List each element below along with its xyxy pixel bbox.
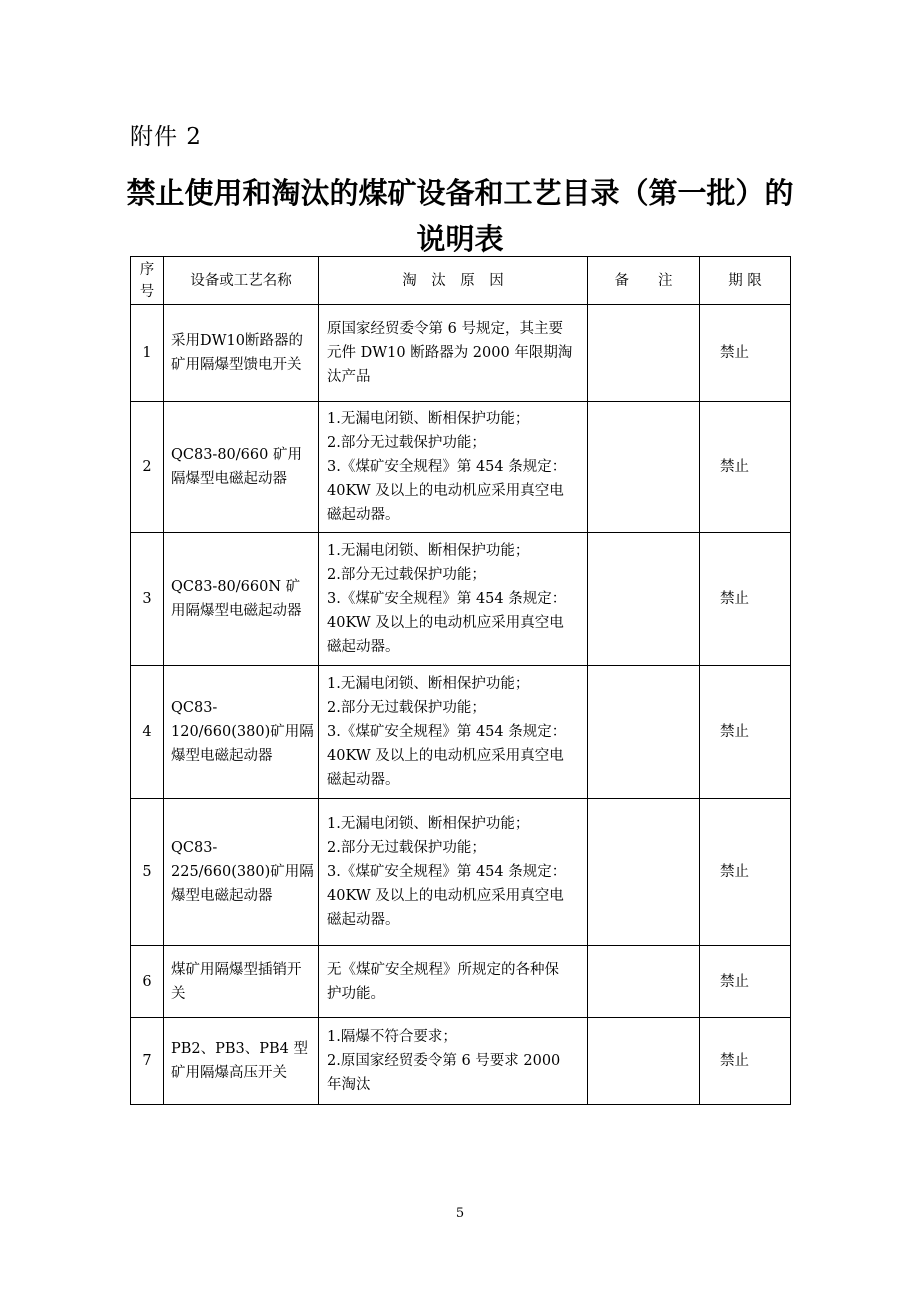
header-reason: 淘 汰 原 因: [319, 257, 588, 305]
row-number: 3: [131, 533, 164, 666]
reason-line: 磁起动器。: [327, 639, 400, 655]
elimination-reason: [319, 305, 588, 402]
remark: [588, 533, 700, 666]
row-number: 6: [131, 946, 164, 1018]
remark: [588, 402, 700, 533]
table-row: [131, 946, 791, 1018]
time-limit: 禁止: [700, 666, 791, 799]
reason-line: 40KW 及以上的电动机应采用真空电: [327, 748, 564, 764]
equipment-name: 煤矿用隔爆型插销开关: [164, 946, 319, 1018]
reason-line: 无《煤矿安全规程》所规定的各种保: [327, 961, 559, 978]
header-name: 设备或工艺名称: [164, 257, 319, 305]
page-number: 5: [455, 1206, 465, 1221]
reason-line: 2.部分无过载保护功能；: [327, 840, 486, 856]
reason-line: 40KW 及以上的电动机应采用真空电: [327, 615, 564, 631]
reason-line: 2.部分无过载保护功能；: [327, 700, 486, 716]
time-limit: 禁止: [700, 305, 791, 402]
row-number: 4: [131, 666, 164, 799]
reason-line: 磁起动器。: [327, 507, 400, 523]
attachment-label: 附件 2: [130, 124, 202, 150]
table-row: [131, 799, 791, 946]
reason-line: 1.无漏电闭锁、断相保护功能；: [327, 676, 530, 692]
equipment-name: PB2、PB3、PB4 型矿用隔爆高压开关: [164, 1018, 319, 1105]
reason-line: 40KW 及以上的电动机应采用真空电: [327, 483, 564, 499]
elimination-reason: [319, 666, 588, 799]
remark: [588, 946, 700, 1018]
time-limit: 禁止: [700, 946, 791, 1018]
reason-line: 3.《煤矿安全规程》第 454 条规定：: [327, 459, 567, 475]
reason-line: 1.隔爆不符合要求；: [327, 1029, 457, 1045]
table-row: [131, 402, 791, 533]
reason-line: 3.《煤矿安全规程》第 454 条规定：: [327, 724, 567, 740]
equipment-name: QC83-225/660(380)矿用隔爆型电磁起动器: [164, 799, 319, 946]
reason-line: 3.《煤矿安全规程》第 454 条规定：: [327, 591, 567, 607]
equipment-table: [130, 256, 791, 1105]
equipment-name: QC83-80/660N 矿用隔爆型电磁起动器: [164, 533, 319, 666]
time-limit: 禁止: [700, 799, 791, 946]
reason-line: 3.《煤矿安全规程》第 454 条规定：: [327, 864, 567, 880]
reason-line: 1.无漏电闭锁、断相保护功能；: [327, 543, 530, 559]
row-number: 2: [131, 402, 164, 533]
document-title-line2: 说明表: [416, 222, 504, 256]
remark: [588, 1018, 700, 1105]
elimination-reason: [319, 799, 588, 946]
remark: [588, 666, 700, 799]
row-number: 7: [131, 1018, 164, 1105]
header-limit: 期 限: [700, 257, 791, 305]
reason-line: 护功能。: [327, 985, 385, 1002]
time-limit: 禁止: [700, 1018, 791, 1105]
equipment-name: 采用DW10断路器的矿用隔爆型馈电开关: [164, 305, 319, 402]
table-row: [131, 305, 791, 402]
elimination-reason: [319, 946, 588, 1018]
reason-line: 汰产品: [327, 369, 371, 385]
header-remark: 备 注: [588, 257, 700, 305]
table-row: [131, 1018, 791, 1105]
time-limit: 禁止: [700, 402, 791, 533]
reason-line: 2.部分无过载保护功能；: [327, 435, 486, 451]
time-limit: 禁止: [700, 533, 791, 666]
header-no-text: 序号: [139, 261, 155, 300]
row-number: 5: [131, 799, 164, 946]
reason-line: 元件 DW10 断路器为 2000 年限期淘: [327, 345, 573, 361]
elimination-reason: [319, 1018, 588, 1105]
equipment-name: QC83-120/660(380)矿用隔爆型电磁起动器: [164, 666, 319, 799]
reason-line: 磁起动器。: [327, 772, 400, 788]
reason-line: 2.原国家经贸委令第 6 号要求 2000: [327, 1053, 561, 1069]
equipment-name: QC83-80/660 矿用隔爆型电磁起动器: [164, 402, 319, 533]
header-no: [131, 257, 164, 305]
elimination-reason: [319, 533, 588, 666]
reason-line: 40KW 及以上的电动机应采用真空电: [327, 888, 564, 904]
row-number: 1: [131, 305, 164, 402]
reason-line: 2.部分无过载保护功能；: [327, 567, 486, 583]
table-header-row: [131, 257, 791, 305]
document-title-line1: 禁止使用和淘汰的煤矿设备和工艺目录（第一批）的: [126, 176, 794, 210]
reason-line: 原国家经贸委令第 6 号规定，其主要: [327, 321, 563, 337]
remark: [588, 799, 700, 946]
table-row: [131, 666, 791, 799]
table-row: [131, 533, 791, 666]
table-body: [131, 305, 791, 1105]
reason-line: 1.无漏电闭锁、断相保护功能；: [327, 411, 530, 427]
reason-line: 磁起动器。: [327, 912, 400, 928]
reason-line: 1.无漏电闭锁、断相保护功能；: [327, 816, 530, 832]
elimination-reason: [319, 402, 588, 533]
remark: [588, 305, 700, 402]
reason-line: 年淘汰: [327, 1077, 371, 1093]
